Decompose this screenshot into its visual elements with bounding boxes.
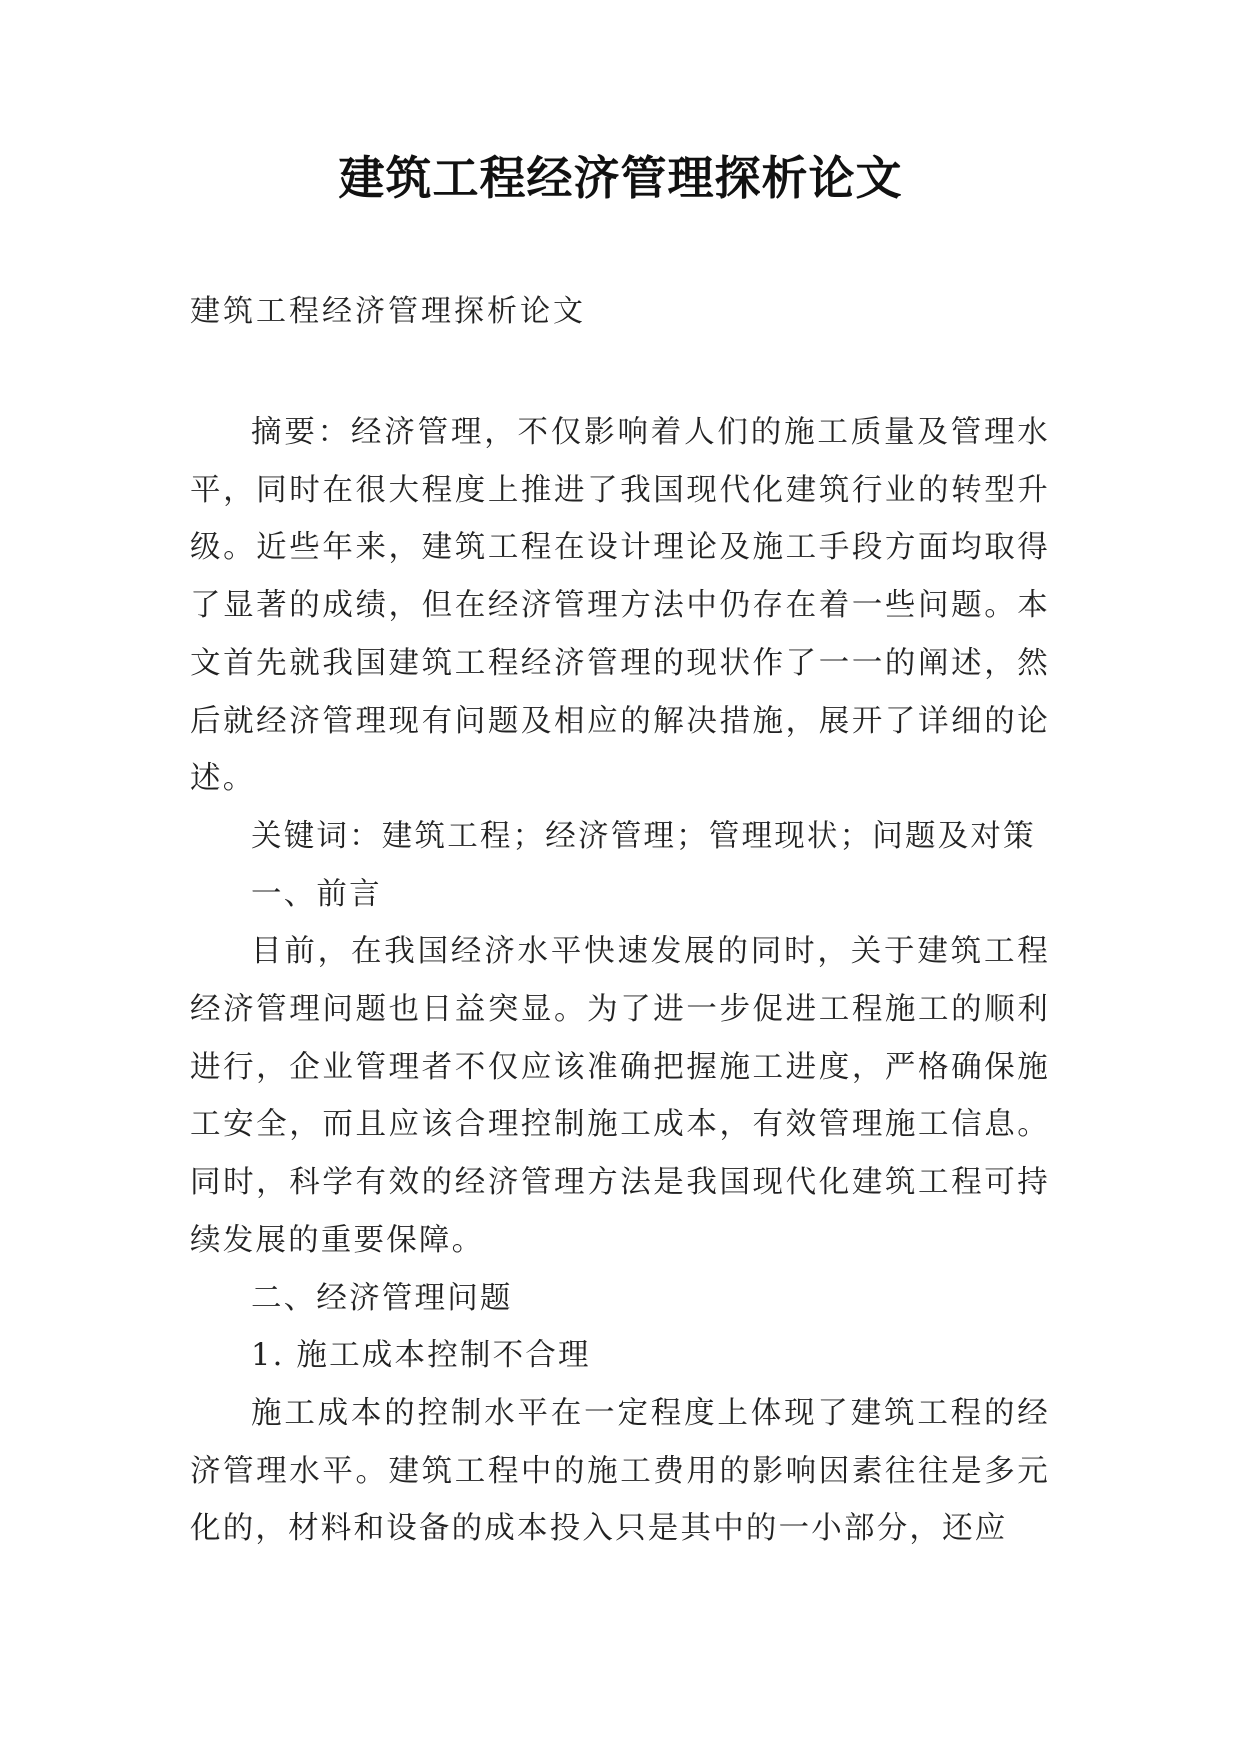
keywords-paragraph: 关键词：建筑工程；经济管理；管理现状；问题及对策: [251, 818, 1036, 854]
abstract-paragraph: 摘要：经济管理，不仅影响着人们的施工质量及管理水平，同时在很大程度上推进了我国现代化建筑行业的转型升级。近些年来，建筑工程在设计理论及施工手段方面均取得了显著的成绩，但在经济管理方法中仍存在着一些问题。本文首先就我国建筑工程经济管理的现状作了一一的阐述，然后就经济管理现有问题及相应的解决措施，展开了详细的论述。: [190, 415, 1050, 797]
document-body: [190, 404, 1050, 1558]
document-title: 建筑工程经济管理探析论文: [338, 151, 903, 205]
section-heading-preface: 一、前言: [251, 876, 382, 912]
document-subtitle: 建筑工程经济管理探析论文: [190, 294, 586, 329]
preface-paragraph: 目前，在我国经济水平快速发展的同时，关于建筑工程经济管理问题也日益突显。为了进一步促进工程施工的顺利进行，企业管理者不仅应该准确把握施工进度，严格确保施工安全，而且应该合理控制施工成本，有效管理施工信息。同时，科学有效的经济管理方法是我国现代化建筑工程可持续发展的重要保障。: [190, 934, 1050, 1258]
cost-control-paragraph: 施工成本的控制水平在一定程度上体现了建筑工程的经济管理水平。建筑工程中的施工费用的影响因素往往是多元化的，材料和设备的成本投入只是其中的一小部分，还应: [190, 1395, 1050, 1547]
subsection-heading-cost-control: 1. 施工成本控制不合理: [251, 1338, 591, 1374]
section-heading-problems: 二、经济管理问题: [251, 1280, 513, 1316]
